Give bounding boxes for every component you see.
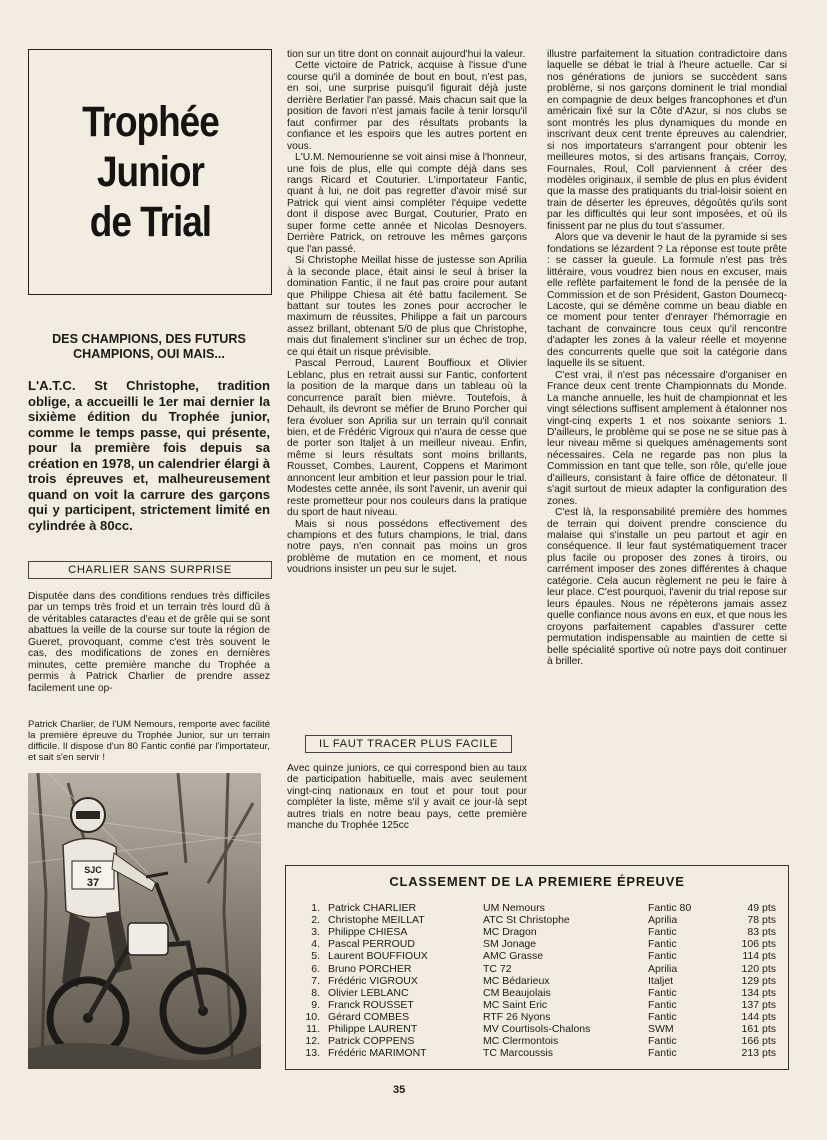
results-name: Frédéric VIGROUX bbox=[328, 974, 418, 987]
results-rank: 1. bbox=[311, 902, 320, 914]
title-line-2: Junior bbox=[96, 148, 204, 196]
results-rank: 4. bbox=[311, 938, 320, 951]
results-rank: 7. bbox=[311, 974, 320, 987]
results-moto: Aprilia bbox=[648, 914, 678, 927]
results-row bbox=[286, 1035, 788, 1047]
results-name: Pascal PERROUD bbox=[328, 938, 415, 951]
results-points: 106 pts bbox=[741, 938, 776, 951]
results-rank: 2. bbox=[311, 914, 320, 927]
results-moto: Fantic bbox=[648, 998, 677, 1011]
results-row bbox=[286, 902, 788, 914]
column-2-paragraph: Mais si nous possédons effectivement des champions et des futurs champions, le trial, dans notre pays, n'en connait pas moins un gros problème de mutation en ce moment, et nous voudrions insister un peu sur le sujet. bbox=[287, 518, 527, 576]
charlier-subheading: CHARLIER SANS SURPRISE bbox=[28, 561, 272, 579]
results-points: 213 pts bbox=[741, 1047, 776, 1060]
column-3-paragraph: C'est vrai, il n'est pas nécessaire d'organiser en France deux cent trente Championnats du Monde. La manche annuelle, les huit de championnat et les vingt sélections suffisent amplement à étalonner nos vingt-cinq experts 1 et nos soixante seniors 1. D'ailleurs, le problème qui se pose ne se situe pas à leur niveau même si quelques aménagements sont nécessaires. Cela ne regarde pas non plus la Commission en tant que telle, son rôle, qu'elle joue d'ailleurs, consistant à faire office de détonateur. Il s'agit surtout de mieux adapter la configuration des zones. bbox=[547, 369, 787, 507]
column-1-paragraph: Disputée dans des conditions rendues très difficiles par un temps très froid et un terrain très lourd dû à de véritables cataractes d'eau et de grêle qui se sont abattues la veille de la course sur toute la région de Gueret, provoquant, comme c'est très souvent le cas, des modifications de zones en dernières minutes, cette première manche du Trophée a permis à Patrick Charlier de prendre assez facilement une op- bbox=[28, 591, 270, 694]
results-club: ATC St Christophe bbox=[483, 914, 570, 927]
results-name: Christophe MEILLAT bbox=[328, 914, 425, 927]
results-club: MC Bédarieux bbox=[483, 974, 550, 987]
section-heading bbox=[28, 332, 270, 362]
results-rank: 3. bbox=[311, 926, 320, 939]
results-row bbox=[286, 987, 788, 999]
column-2-lower-text bbox=[287, 763, 527, 832]
title-line-3: de Trial bbox=[89, 198, 211, 246]
results-club: AMC Grasse bbox=[483, 950, 544, 963]
results-title: CLASSEMENT DE LA PREMIERE ÉPREUVE bbox=[389, 874, 685, 889]
results-name: Philippe CHIESA bbox=[328, 926, 408, 939]
results-points: 144 pts bbox=[741, 1010, 776, 1023]
column-2-lower-paragraph: Avec quinze juniors, ce qui correspond bien au taux de participation habituelle, mais avec seulement vingt-cinq nationaux en tout et pour tout pour compléter la liste, même s'il y avait ce jour-là sept autres trials en notre beau pays, cette première manche du Trophée 125cc bbox=[287, 763, 527, 832]
column-2-paragraph: Si Christophe Meillat hisse de justesse son Aprilia à la seconde place, était ainsi le seul à briser la domination Fantic, il ne faut pas croire pour autant que Philippe Chiesa ait été battu facilement. Se battant sur toutes les zones pour accrocher le maximum de réussites, Philippe a fait un parcours assez brillant, obtenant 5/0 de plus que Christophe, mais dut finalement s'incliner sur un échec de trop, ce qui était un risque prévisible. bbox=[287, 255, 527, 358]
results-points: 83 pts bbox=[747, 926, 776, 939]
results-name: Patrick CHARLIER bbox=[328, 902, 417, 914]
results-club: MC Saint Eric bbox=[483, 998, 548, 1011]
results-rank: 9. bbox=[311, 998, 320, 1011]
results-rank: 8. bbox=[311, 986, 320, 999]
results-name: Patrick COPPENS bbox=[328, 1035, 415, 1048]
results-rank: 6. bbox=[311, 962, 320, 975]
results-rank: 5. bbox=[311, 950, 320, 963]
results-points: 120 pts bbox=[741, 962, 776, 975]
results-points: 114 pts bbox=[742, 950, 776, 963]
title-box bbox=[28, 49, 272, 295]
results-moto: Italjet bbox=[648, 974, 674, 987]
results-moto: Fantic bbox=[648, 1010, 677, 1023]
results-points: 78 pts bbox=[747, 914, 776, 927]
results-club: RTF 26 Nyons bbox=[483, 1010, 551, 1023]
results-points: 137 pts bbox=[741, 998, 776, 1011]
results-row bbox=[286, 963, 788, 975]
photo-caption: Patrick Charlier, de l'UM Nemours, remporte avec facilité la première épreuve du Trophée Junior, sur un terrain difficile. Il dispose d'un 80 Fantic confié par l'importateur, et sait s'en servir ! bbox=[28, 719, 270, 763]
section-heading-line-2: CHAMPIONS, OUI MAIS... bbox=[73, 347, 225, 361]
results-name: Gérard COMBES bbox=[328, 1010, 410, 1023]
article-title bbox=[82, 97, 219, 247]
results-moto: Fantic bbox=[648, 1035, 677, 1048]
rider-photo bbox=[28, 773, 261, 1069]
results-row bbox=[286, 938, 788, 950]
column-2-paragraph: Cette victoire de Patrick, acquise à l'issue d'une course qu'il a dominée de bout en bout, n'est pas, en soi, une surprise puisqu'il figurait déjà juste derrière Berlatier l'an passé. Mais chacun sait que la position de favori n'est jamais facile à tenir lorsqu'il faut confirmer par des résultats probants la confiance et les espoirs que les autres portent en vous. bbox=[287, 60, 527, 152]
results-name: Frédéric MARIMONT bbox=[328, 1047, 427, 1060]
results-moto: Fantic bbox=[648, 926, 677, 939]
results-rank: 10. bbox=[305, 1010, 320, 1023]
results-points: 166 pts bbox=[741, 1035, 776, 1048]
results-moto: Fantic 80 bbox=[648, 902, 692, 914]
title-line-1: Trophée bbox=[81, 98, 219, 146]
rider-photo-drawing bbox=[28, 773, 261, 1069]
results-points: 134 pts bbox=[741, 986, 776, 999]
tracer-subheading: IL FAUT TRACER PLUS FACILE bbox=[305, 735, 512, 753]
results-name: Bruno PORCHER bbox=[328, 962, 412, 975]
results-club: SM Jonage bbox=[483, 938, 537, 951]
results-row bbox=[286, 950, 788, 962]
column-2-text bbox=[287, 49, 527, 576]
results-moto: Aprilia bbox=[648, 962, 678, 975]
lead-paragraph: L'A.T.C. St Christophe, tradition oblige, a accueilli le 1er mai dernier la sixième édition du Trophée junior, comme le temps passe, qui présente, pour la première fois depuis sa création en 1978, un calendrier élargi à trois épreuves et, malheureusement quand on voit la carrure des garçons qui y participent, strictement limité en cylindrée à 80cc. bbox=[28, 378, 270, 533]
column-2-paragraph: L'U.M. Nemourienne se voit ainsi mise à l'honneur, une fois de plus, elle qui compte déjà dans ses rangs Ricard et Couturier. L'importateur Fantic, quant à lui, ne doit pas regretter d'avoir misé sur Patrick qui vient ainsi compléter l'équipe vedette dont il dispose avec Burgat, Couturier, Prato en super forme cette année et Nicolas Desnoyers. Derrière Patrick, on retrouve les mêmes garçons que l'an passé. bbox=[287, 152, 527, 255]
column-3-text bbox=[547, 49, 787, 667]
results-club: TC Marcoussis bbox=[483, 1047, 554, 1060]
results-rank: 13. bbox=[305, 1047, 320, 1060]
rider-bib-number: 37 bbox=[86, 877, 100, 889]
results-club: TC 72 bbox=[483, 962, 512, 975]
column-2-paragraph: tion sur un titre dont on connait aujourd'hui la valeur. bbox=[287, 49, 526, 60]
results-club: UM Nemours bbox=[483, 902, 545, 914]
results-row bbox=[286, 1047, 788, 1059]
results-points: 49 pts bbox=[747, 902, 776, 914]
results-row bbox=[286, 914, 788, 926]
results-rank: 11. bbox=[306, 1023, 320, 1035]
results-club: CM Beaujolais bbox=[483, 986, 551, 999]
results-moto: SWM bbox=[648, 1023, 674, 1035]
results-moto: Fantic bbox=[648, 1047, 677, 1060]
column-2-paragraph: Pascal Perroud, Laurent Bouffioux et Olivier Leblanc, plus en retrait aussi sur Fantic, confortent la position de la marque dans un tableau où la concurrence paraît bien mièvre. Toutefois, à Dehault, ils devront se méfier de Bruno Porcher qui fera évoluer son Aprilia sur un terrain qu'il connait bien, et de Frédéric Vigroux qui n'aura de cesse que de porter son Italjet à un meilleur niveau. Enfin, même si leurs résultats sont moins brillants, Rousset, Combes, Laurent, Coppens et Marimont annoncent leur ambition et leur passion pour le trial. Modestes cette année, ils sont l'avenir, un avenir qui reste prometteur pour nos couleurs dans la pratique du sport de haut niveau. bbox=[287, 358, 527, 519]
results-points: 161 pts bbox=[741, 1023, 776, 1035]
column-3-paragraph: illustre parfaitement la situation contradictoire dans laquelle se débat le trial à l'heure actuelle. Car si nos générations de juniors se succèdent sans problème, si nos garçons dominent le trial mondial en compagnie de deux belges francophones et d'un américain fixé sur la Côte d'Azur, si nos clubs se sont montrés les plus dynamiques du monde en inscrivant deux cent trente épreuves au calendrier, si nos importateurs s'arrangent pour obtenir les meilleures motos, si des artisans français, Corroy, Fournales, Roul, Coll parviennent à créer des modèles originaux, il semble de plus en plus évident que la masse des pratiquants du trial-loisir soient en train de déserter les épreuves, dégoûtés qu'ils sont par les difficultés qui leur sont imposées, et où ils finissent par ne plus du tout s'assumer. bbox=[547, 49, 787, 232]
results-row bbox=[286, 926, 788, 938]
results-club: MV Courtisols-Chalons bbox=[483, 1023, 591, 1035]
results-row bbox=[286, 1011, 788, 1023]
results-rank: 12. bbox=[305, 1035, 320, 1048]
results-table bbox=[285, 865, 789, 1070]
results-row bbox=[286, 1023, 788, 1035]
page-number: 35 bbox=[393, 1084, 406, 1096]
results-moto: Fantic bbox=[648, 938, 677, 951]
rider-bib-text: SJC bbox=[84, 865, 102, 875]
section-heading-line-1: DES CHAMPIONS, DES FUTURS bbox=[52, 332, 246, 346]
column-3-paragraph: Alors que va devenir le haut de la pyramide si ses fondations se lézardent ? La réponse est toute prête : se casser la gueule. La formule n'est pas très littéraire, vous voudrez bien nous en excuser, mais elle reflète parfaitement le fond de la pensée de la Commission et de son Président, Gaston Doumecq-Lacoste, qui se démène comme un beau diable en ce moment pour tenter d'enrayer l'hémorragie en tachant de convaincre tous ceux qu'il rencontre d'adapter les zones à la valeur réelle et moyenne des concurrents quelle que soit la catégorie dans laquelle ils se situent. bbox=[547, 232, 787, 370]
results-name: Philippe LAURENT bbox=[328, 1023, 418, 1035]
results-club: MC Clermontois bbox=[483, 1035, 559, 1048]
results-name: Laurent BOUFFIOUX bbox=[328, 950, 428, 963]
results-moto: Fantic bbox=[648, 950, 677, 963]
results-moto: Fantic bbox=[648, 986, 677, 999]
column-3-paragraph: C'est là, la responsabilité première des hommes de terrain qui doivent prendre conscience du malaise qui s'installe un peu partout et agir en conséquence. Il leur faut systématiquement tracer plus facile ou proposer des zones à tiroirs, ou carrément imposer des zones différentes à chaque catégorie. Cela aucun règlement ne peu le faire à leur place. C'est pourquoi, l'avenir du trial repose sur leurs épaules. Nous ne répèterons jamais assez quelle confiance nous avons en eux, et que nous les croyons parfaitement capables d'assurer cette permutation indispensable au maintien de cette si belle spécialité sportive où notre pays doit continuer à briller. bbox=[547, 507, 787, 668]
results-name: Franck ROUSSET bbox=[328, 998, 414, 1011]
results-row bbox=[286, 999, 788, 1011]
results-name: Olivier LEBLANC bbox=[328, 986, 409, 999]
results-row bbox=[286, 975, 788, 987]
column-1-text bbox=[28, 591, 270, 694]
results-points: 129 pts bbox=[741, 974, 776, 987]
results-club: MC Dragon bbox=[483, 926, 537, 939]
